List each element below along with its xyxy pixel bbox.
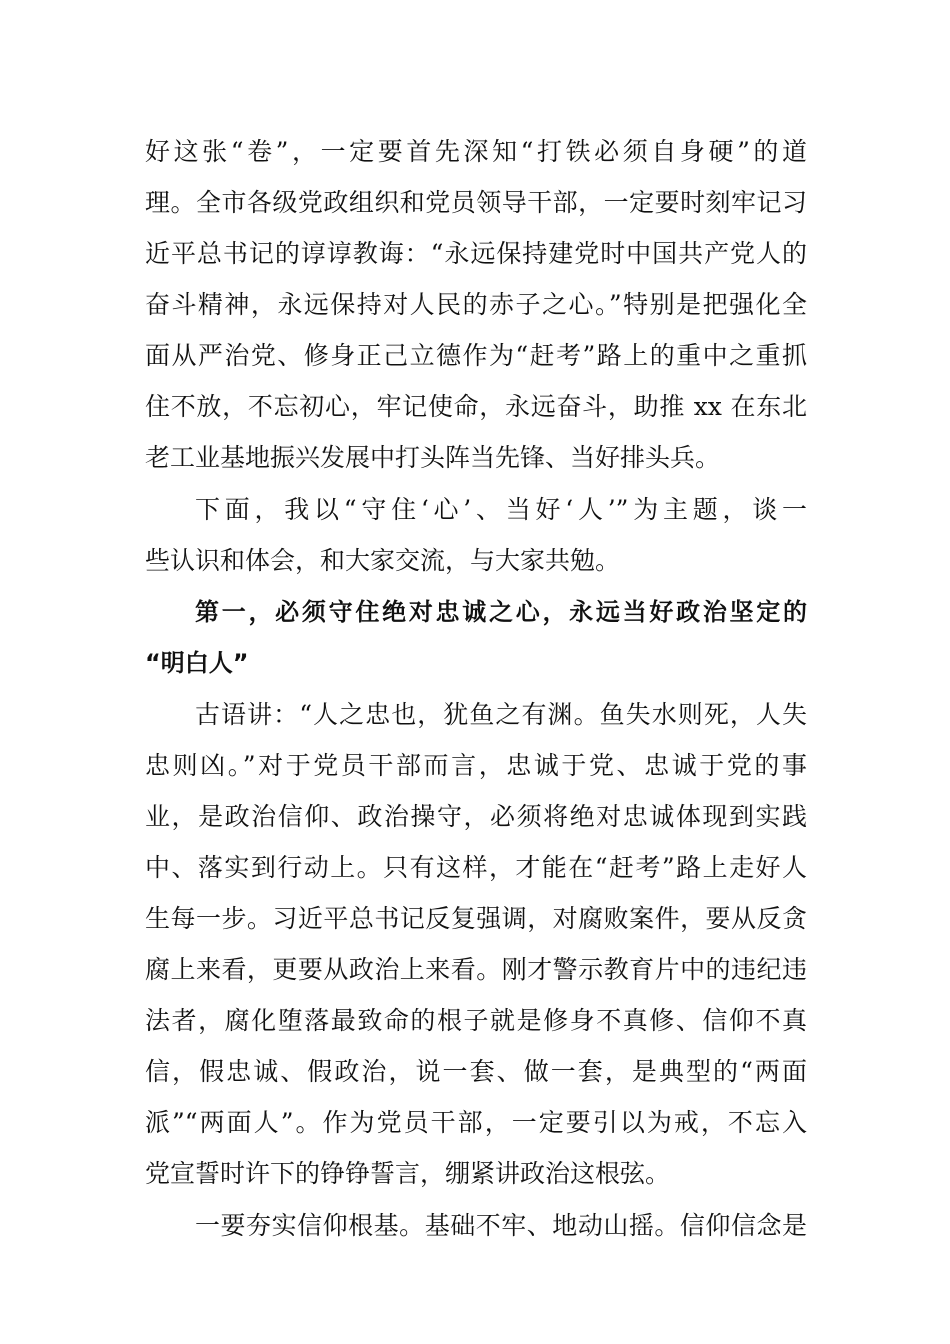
paragraph-line: 住不放，不忘初心，牢记使命，永远奋斗，助推 xx 在东北 bbox=[145, 392, 807, 421]
paragraph-line: 中、落实到行动上。只有这样，才能在“赶考”路上走好人 bbox=[145, 853, 807, 882]
paragraph-line: 业，是政治信仰、政治操守，必须将绝对忠诚体现到实践 bbox=[145, 802, 807, 831]
section-heading: 第一，必须守住绝对忠诚之心，永远当好政治坚定的 bbox=[195, 598, 807, 626]
paragraph-line: 信，假忠诚、假政治，说一套、做一套，是典型的“两面 bbox=[145, 1057, 807, 1086]
paragraph-line: 老工业基地振兴发展中打头阵当先锋、当好排头兵。 bbox=[145, 443, 721, 472]
paragraph-line: 下面，我以“守住‘心’、当好‘人’”为主题，谈一 bbox=[195, 495, 807, 524]
paragraph-line: 近平总书记的谆谆教诲：“永远保持建党时中国共产党人的 bbox=[145, 239, 807, 268]
paragraph-line: 忠则凶。”对于党员干部而言，忠诚于党、忠诚于党的事 bbox=[145, 751, 807, 780]
paragraph-line: 派”“两面人”。作为党员干部，一定要引以为戒，不忘入 bbox=[145, 1108, 807, 1137]
paragraph-line: 好这张“卷”，一定要首先深知“打铁必须自身硬”的道 bbox=[145, 137, 807, 166]
paragraph-line: 奋斗精神，永远保持对人民的赤子之心。”特别是把强化全 bbox=[145, 290, 807, 319]
paragraph-line: 些认识和体会，和大家交流，与大家共勉。 bbox=[145, 546, 621, 575]
paragraph-line: 面从严治党、修身正己立德作为“赶考”路上的重中之重抓 bbox=[145, 341, 807, 370]
paragraph-line: 法者，腐化堕落最致命的根子就是修身不真修、信仰不真 bbox=[145, 1006, 807, 1035]
paragraph-line: 一要夯实信仰根基。基础不牢、地动山摇。信仰信念是 bbox=[195, 1211, 807, 1240]
paragraph-line: 古语讲：“人之忠也，犹鱼之有渊。鱼失水则死，人失 bbox=[195, 700, 807, 729]
section-heading: “明白人” bbox=[145, 649, 249, 677]
paragraph-line: 腐上来看，更要从政治上来看。刚才警示教育片中的违纪违 bbox=[145, 955, 807, 984]
paragraph-line: 生每一步。习近平总书记反复强调，对腐败案件，要从反贪 bbox=[145, 904, 807, 933]
paragraph-line: 理。全市各级党政组织和党员领导干部，一定要时刻牢记习 bbox=[145, 188, 807, 217]
paragraph-line: 党宣誓时许下的铮铮誓言，绷紧讲政治这根弦。 bbox=[145, 1159, 671, 1188]
